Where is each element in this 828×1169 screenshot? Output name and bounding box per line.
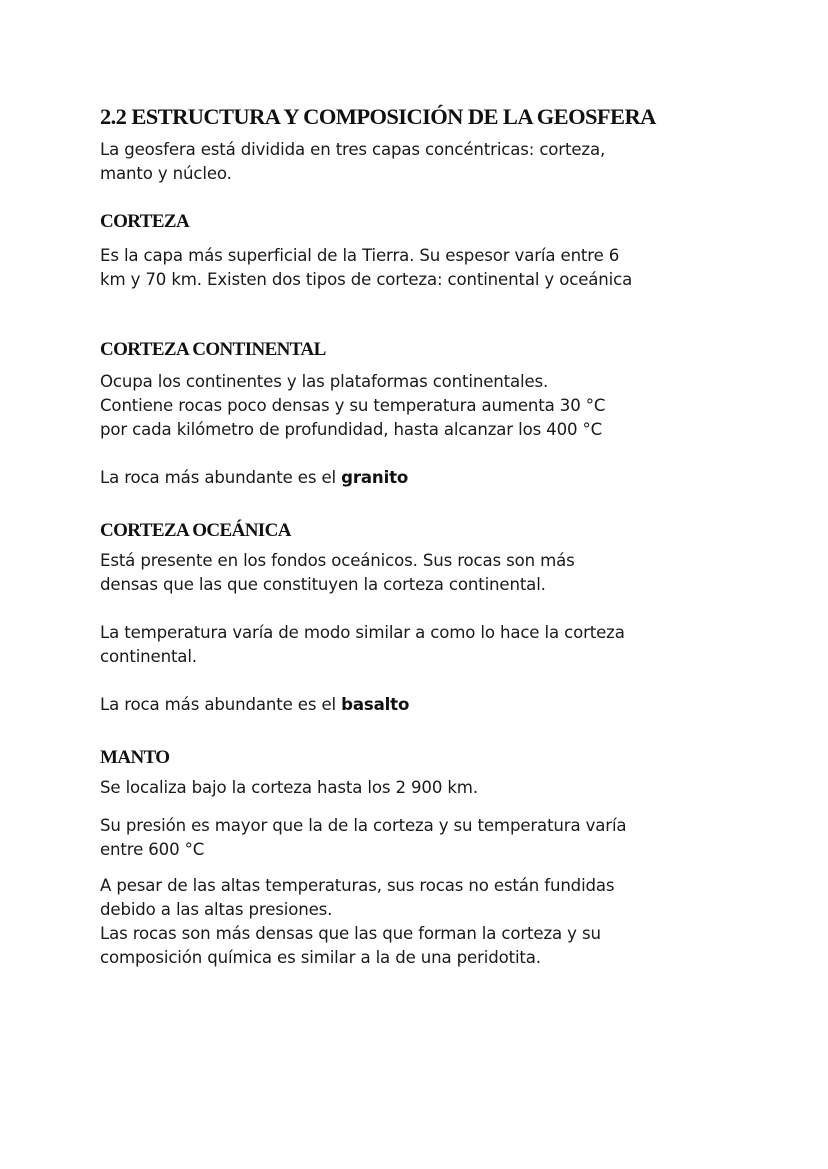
section-heading-manto: MANTO — [100, 747, 170, 768]
rock-prefix: La roca más abundante es el — [100, 695, 342, 714]
text-line: A pesar de las altas temperaturas, sus rocas no están fundidas — [100, 876, 615, 895]
text-line: km y 70 km. Existen dos tipos de corteza: continental y oceánica — [100, 270, 633, 289]
text-line: La geosfera está dividida en tres capas concéntricas: corteza, — [100, 140, 606, 159]
page-title: 2.2 ESTRUCTURA Y COMPOSICIÓN DE LA GEOSFERA — [100, 104, 656, 129]
text-line: entre 600 °C — [100, 840, 205, 859]
text-line: Ocupa los continentes y las plataformas continentales. — [100, 372, 549, 391]
text-line: Está presente en los fondos oceánicos. Sus rocas son más — [100, 551, 575, 570]
rock-prefix: La roca más abundante es el — [100, 468, 342, 487]
text-line: Es la capa más superficial de la Tierra. Su espesor varía entre 6 — [100, 246, 620, 265]
text-line: densas que las que constituyen la corteza continental. — [100, 575, 546, 594]
text-line: La temperatura varía de modo similar a como lo hace la corteza — [100, 623, 625, 642]
rock-name-basalto: basalto — [341, 695, 410, 714]
intro-paragraph — [100, 138, 740, 186]
text-line: Contiene rocas poco densas y su temperatura aumenta 30 °C — [100, 396, 606, 415]
oceanica-temperature — [100, 621, 740, 669]
continental-paragraph — [100, 370, 740, 442]
text-line: Las rocas son más densas que las que forman la corteza y su — [100, 924, 601, 943]
continental-rock — [100, 466, 740, 490]
manto-location — [100, 776, 740, 800]
rock-name-granito: granito — [341, 468, 409, 487]
section-heading-corteza-oceanica: CORTEZA OCEÁNICA — [100, 520, 291, 541]
text-line: Se localiza bajo la corteza hasta los 2 900 km. — [100, 778, 478, 797]
section-heading-corteza-continental: CORTEZA CONTINENTAL — [100, 339, 326, 360]
corteza-paragraph — [100, 244, 740, 292]
oceanica-paragraph — [100, 549, 740, 597]
text-line: continental. — [100, 647, 197, 666]
text-line: Su presión es mayor que la de la corteza y su temperatura varía — [100, 816, 627, 835]
oceanica-rock — [100, 693, 740, 717]
text-line: debido a las altas presiones. — [100, 900, 333, 919]
section-heading-corteza: CORTEZA — [100, 211, 190, 232]
text-line: por cada kilómetro de profundidad, hasta alcanzar los 400 °C — [100, 420, 603, 439]
manto-pressure — [100, 814, 740, 862]
text-line: composición química es similar a la de una peridotita. — [100, 948, 541, 967]
text-line: manto y núcleo. — [100, 164, 232, 183]
manto-rocks — [100, 874, 740, 970]
